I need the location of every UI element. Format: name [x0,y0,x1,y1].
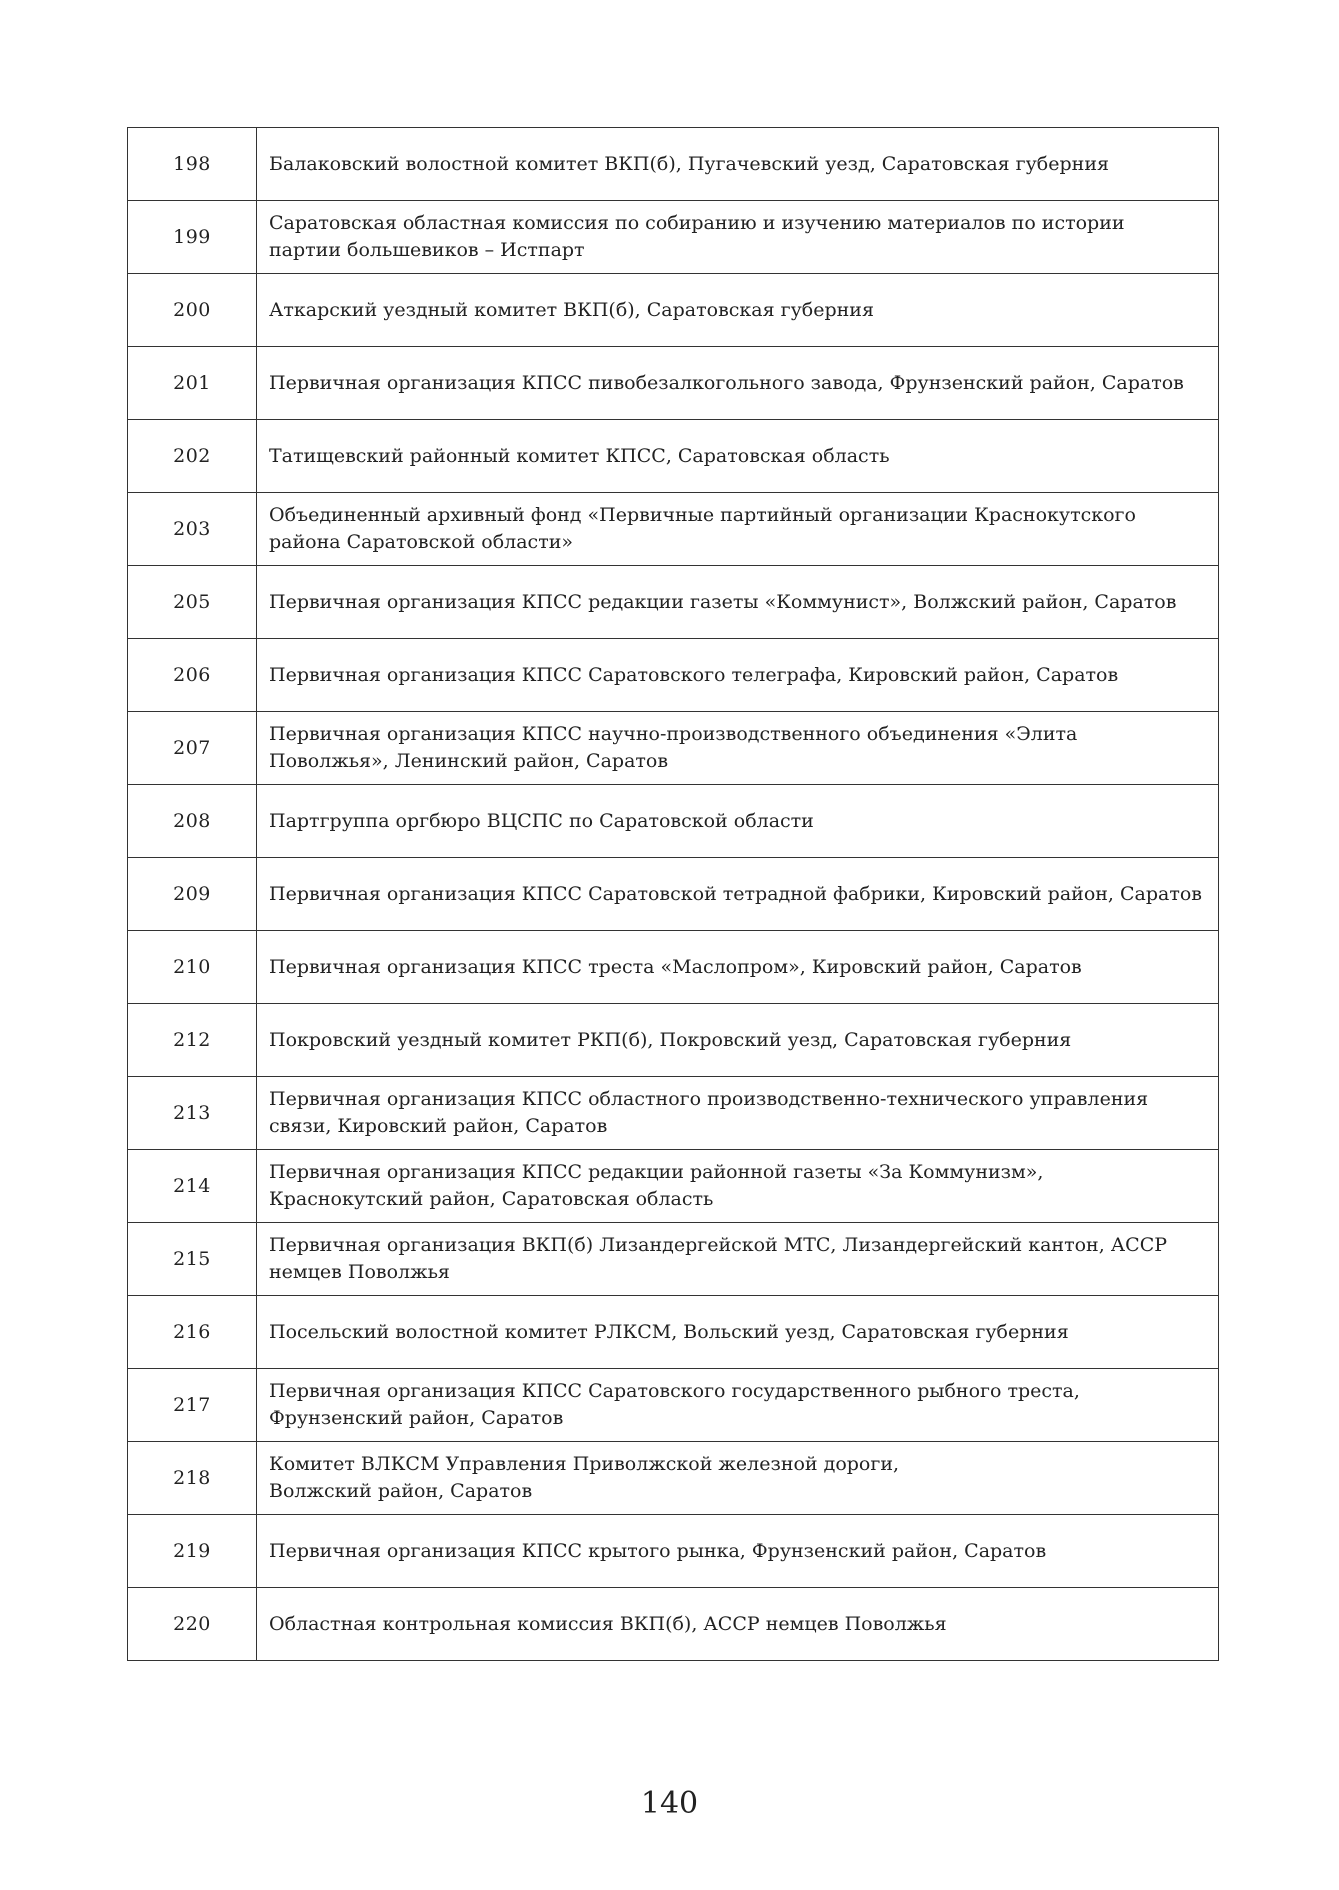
fund-number-cell: 220 [128,1588,257,1661]
fund-number-cell: 209 [128,858,257,931]
fund-number-cell: 213 [128,1077,257,1150]
table-row [128,128,1219,201]
fund-name-cell: Первичная организация КПСС научно-производственного объединения «Элита Поволжья», Ленинский район, Саратов [257,712,1219,785]
fund-name-cell: Саратовская областная комиссия по собиранию и изучению материалов по истории партии большевиков – Истпарт [257,201,1219,274]
fund-number-cell: 203 [128,493,257,566]
fund-name-cell: Областная контрольная комиссия ВКП(б), АССР немцев Поволжья [257,1588,1219,1661]
fund-name-cell: Комитет ВЛКСМ Управления Приволжской железной дороги, Волжский район, Саратов [257,1442,1219,1515]
table-row [128,420,1219,493]
fund-name-cell: Балаковский волостной комитет ВКП(б), Пугачевский уезд, Саратовская губерния [257,128,1219,201]
fund-number-cell: 208 [128,785,257,858]
page-number: 140 [640,1786,699,1821]
fund-number-cell: 216 [128,1296,257,1369]
fund-number-cell: 217 [128,1369,257,1442]
fund-name-cell: Посельский волостной комитет РЛКСМ, Вольский уезд, Саратовская губерния [257,1296,1219,1369]
table-row [128,1077,1219,1150]
table-row [128,1369,1219,1442]
table-row [128,1588,1219,1661]
table-row [128,1515,1219,1588]
table-row [128,274,1219,347]
fund-number-cell: 200 [128,274,257,347]
table-row [128,566,1219,639]
fund-name-cell: Аткарский уездный комитет ВКП(б), Саратовская губерния [257,274,1219,347]
fund-name-cell: Объединенный архивный фонд «Первичные партийный организации Краснокутского района Саратовской области» [257,493,1219,566]
fund-name-cell: Первичная организация ВКП(б) Лизандергейской МТС, Лизандергейский кантон, АССР немцев Поволжья [257,1223,1219,1296]
table-row [128,712,1219,785]
table-row [128,858,1219,931]
fund-name-cell: Первичная организация КПСС редакции районной газеты «За Коммунизм», Краснокутский район, Саратовская область [257,1150,1219,1223]
fund-name-cell: Первичная организация КПСС Саратовского государственного рыбного треста, Фрунзенский район, Саратов [257,1369,1219,1442]
fund-number-cell: 218 [128,1442,257,1515]
fund-name-cell: Первичная организация КПСС областного производственно-технического управления связи, Кировский район, Саратов [257,1077,1219,1150]
fund-number-cell: 207 [128,712,257,785]
table-row [128,1150,1219,1223]
fund-name-cell: Первичная организация КПСС пивобезалкогольного завода, Фрунзенский район, Саратов [257,347,1219,420]
fund-number-cell: 214 [128,1150,257,1223]
fund-name-cell: Первичная организация КПСС Саратовского телеграфа, Кировский район, Саратов [257,639,1219,712]
fund-number-cell: 212 [128,1004,257,1077]
fund-name-cell: Первичная организация КПСС крытого рынка, Фрунзенский район, Саратов [257,1515,1219,1588]
table-row [128,493,1219,566]
table-row [128,1004,1219,1077]
table-row [128,1442,1219,1515]
fund-name-cell: Партгруппа оргбюро ВЦСПС по Саратовской области [257,785,1219,858]
table-row [128,785,1219,858]
table-row [128,1296,1219,1369]
table-row [128,931,1219,1004]
fund-number-cell: 206 [128,639,257,712]
fund-number-cell: 219 [128,1515,257,1588]
fund-number-cell: 202 [128,420,257,493]
fund-name-cell: Татищевский районный комитет КПСС, Саратовская область [257,420,1219,493]
fund-name-cell: Первичная организация КПСС редакции газеты «Коммунист», Волжский район, Саратов [257,566,1219,639]
fund-number-cell: 199 [128,201,257,274]
table-row [128,1223,1219,1296]
fund-name-cell: Первичная организация КПСС треста «Маслопром», Кировский район, Саратов [257,931,1219,1004]
fund-number-cell: 210 [128,931,257,1004]
fund-number-cell: 205 [128,566,257,639]
table-row [128,347,1219,420]
fund-name-cell: Покровский уездный комитет РКП(б), Покровский уезд, Саратовская губерния [257,1004,1219,1077]
fund-number-cell: 215 [128,1223,257,1296]
fund-number-cell: 198 [128,128,257,201]
table-body [128,128,1219,1661]
table-row [128,201,1219,274]
fund-number-cell: 201 [128,347,257,420]
fund-name-cell: Первичная организация КПСС Саратовской тетрадной фабрики, Кировский район, Саратов [257,858,1219,931]
table-row [128,639,1219,712]
fund-registry-table [127,127,1219,1661]
